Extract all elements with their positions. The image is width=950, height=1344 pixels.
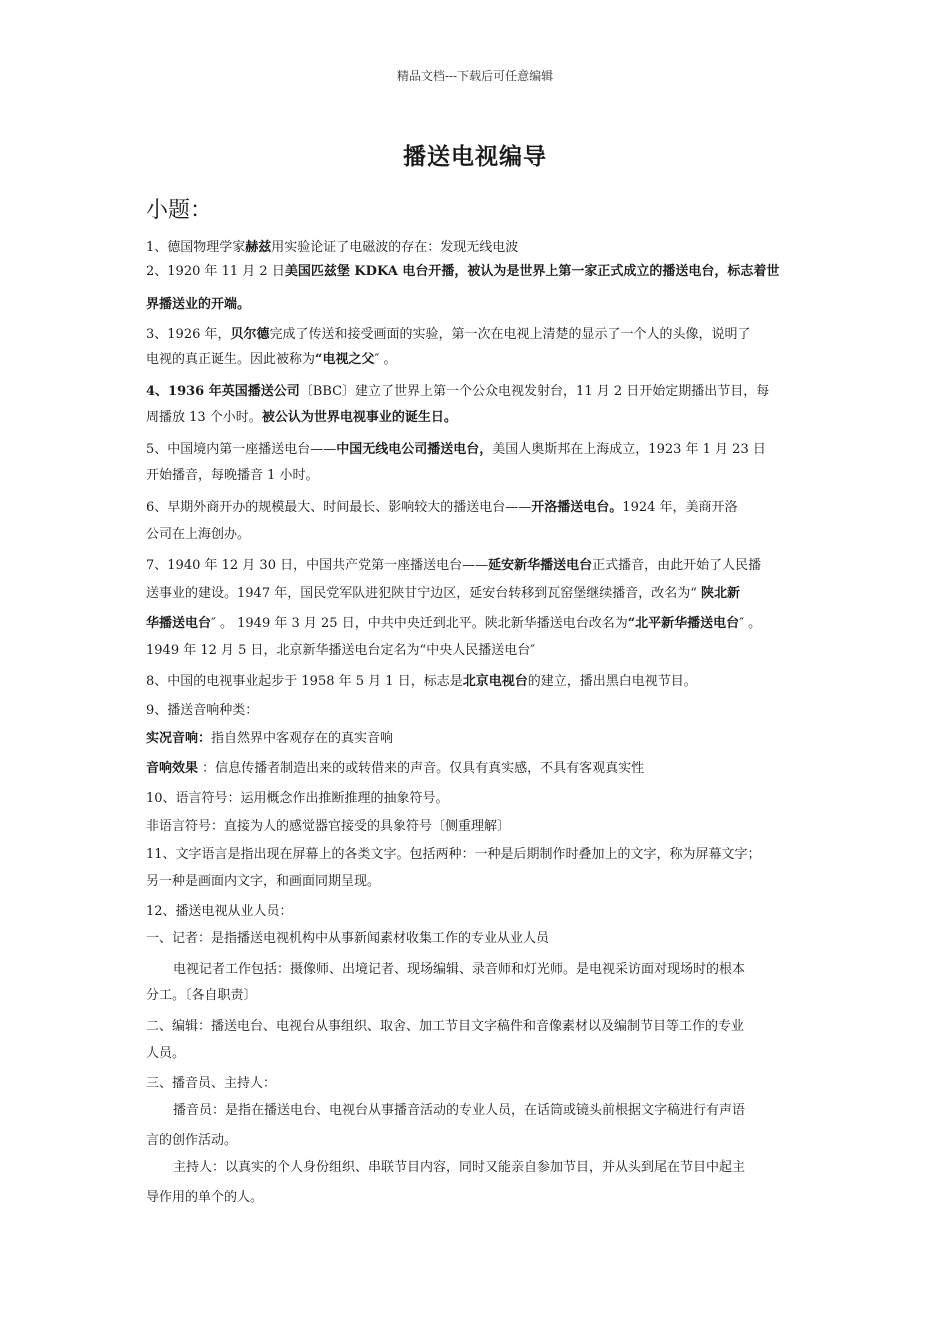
text-line	[146, 1015, 744, 1034]
text-span: 完成了传送和接受画面的实验，第一次在电视上清楚的显示了一个人的头像，说明了	[269, 327, 751, 342]
text-line	[146, 815, 510, 834]
bold-text: 被公认为世界电视事业的诞生日。	[261, 410, 457, 425]
text-span: 开始播音，每晚播音 1 小时。	[146, 468, 319, 483]
text-span: 指自然界中客观存在的真实音响	[211, 731, 394, 746]
text-span: 公司在上海创办。	[146, 527, 251, 542]
text-span: 三、播音员、主持人：	[146, 1076, 277, 1091]
text-line	[146, 260, 779, 279]
text-line	[146, 1129, 237, 1148]
text-line	[146, 670, 697, 689]
text-line	[146, 496, 738, 515]
document-title: 播送电视编导	[403, 144, 547, 170]
text-line	[146, 984, 257, 1003]
text-line	[146, 438, 766, 457]
text-span: 6、早期外商开办的规模最大、时间最长、影响较大的播送电台——	[146, 500, 532, 515]
text-span: ″ 。 1949 年 3 月 25 日，中共中央迁到北平。陕北新华播送电台改名为	[211, 616, 628, 631]
bold-text: 开洛播送电台。	[531, 500, 623, 515]
text-span: 5、中国境内第一座播送电台——	[146, 442, 337, 457]
text-line	[146, 612, 761, 631]
text-span: 周播放 13 个小时。	[146, 410, 262, 425]
text-span: 1949 年 12 月 5 日，北京新华播送电台定名为“中央人民播送电台″	[146, 643, 536, 658]
text-line	[146, 380, 769, 399]
text-line	[146, 582, 740, 601]
text-span: 2、1920 年 11 月 2 日	[146, 264, 285, 279]
text-line	[146, 757, 644, 776]
text-span: 正式播音，由此开始了人民播	[592, 558, 762, 573]
bold-text: 音响效果	[146, 761, 199, 776]
text-span: 送事业的建设。1947 年，国民党军队进犯陕甘宁边区，延安台转移到瓦窑堡继续播音，改名为“	[146, 586, 701, 601]
text-span: 8、中国的电视事业起步于 1958 年 5 月 1 日，标志是	[146, 674, 463, 689]
text-line	[146, 323, 751, 342]
bold-text: “北平新华播送电台	[627, 616, 740, 631]
bold-text: 4、1936 年英国播送公司	[146, 384, 300, 399]
text-line	[146, 900, 293, 919]
text-span: 电视的真正诞生。因此被称为	[146, 352, 316, 367]
text-line	[146, 843, 761, 862]
text-line	[146, 1042, 185, 1061]
text-span: 12、播送电视从业人员：	[146, 904, 293, 919]
bold-text: “电视之父	[315, 352, 375, 367]
bold-text: 延安新华播送电台	[488, 558, 593, 573]
text-line	[173, 1099, 745, 1118]
text-span: 导作用的单个的人。	[146, 1190, 264, 1205]
bold-text: 华播送电台	[146, 616, 212, 631]
text-span: 非语言符号：直接为人的感觉器官接受的具象符号〔侧重理解〕	[146, 819, 511, 834]
text-line	[146, 464, 319, 483]
text-line	[146, 639, 535, 658]
text-span: 二、编辑：播送电台、电视台从事组织、取舍、加工节目文字稿件和音像素材以及编制节目等工作的专业	[146, 1019, 745, 1034]
text-span: ″ 。	[374, 352, 397, 367]
text-span: 另一种是画面内文字，和画面同期呈现。	[146, 874, 381, 889]
page-header: 精品文档---下载后可任意编辑	[396, 69, 554, 83]
text-line	[173, 1156, 745, 1175]
text-span: 3、1926 年，	[146, 327, 231, 342]
bold-text: 赫兹	[245, 240, 272, 255]
text-span: 〔BBC〕建立了世界上第一个公众电视发射台，11 月 2 日开始定期播出节目，每	[299, 384, 770, 399]
text-span: 1924 年，美商开洛	[622, 500, 738, 515]
bold-text: 北京电视台	[462, 674, 528, 689]
text-line	[146, 1186, 263, 1205]
text-span: 的建立，播出黑白电视节目。	[527, 674, 697, 689]
bold-text: 美国匹兹堡 KDKA 电台开播，被认为是世界上第一家正式成立的播送电台，标志着世	[284, 264, 780, 279]
text-line	[146, 1072, 276, 1091]
text-span: ″ 。	[739, 616, 762, 631]
bold-text: 实况音响：	[146, 731, 212, 746]
text-span: 播音员：是指在播送电台、电视台从事播音活动的专业人员，在话筒或镜头前根据文字稿进行有声语	[173, 1103, 746, 1118]
text-span: 11、文字语言是指出现在屏幕上的各类文字。包括两种：一种是后期制作时叠加上的文字，称为屏幕文字；	[146, 847, 761, 862]
bold-text: 中国无线电公司播送电台，	[336, 442, 493, 457]
text-line	[146, 523, 250, 542]
text-span: 10、语言符号：运用概念作出推断推理的抽象符号。	[146, 791, 449, 806]
text-line	[146, 348, 397, 367]
text-span: 用实验论证了电磁波的存在：发现无线电波	[271, 240, 519, 255]
text-span: ：信息传播者制造出来的或转借来的声音。仅具有真实感，不具有客观真实性	[198, 761, 645, 776]
text-span: 人员。	[146, 1046, 186, 1061]
text-span: 7、1940 年 12 月 30 日，中国共产党第一座播送电台——	[146, 558, 489, 573]
text-line	[173, 958, 745, 977]
text-line	[146, 787, 449, 806]
bold-text: 陕北新	[701, 586, 741, 601]
text-span: 1、德国物理学家	[146, 240, 246, 255]
text-span: 美国人奥斯邦在上海成立，1923 年 1 月 23 日	[492, 442, 766, 457]
text-line	[146, 236, 518, 255]
text-line	[146, 870, 380, 889]
text-span: 一、记者：是指播送电视机构中从事新闻素材收集工作的专业从业人员	[146, 931, 550, 946]
text-span: 分工。〔各自职责〕	[146, 988, 257, 1003]
text-span: 主持人：以真实的个人身份组织、串联节目内容，同时又能亲自参加节目，并从头到尾在节目中起主	[173, 1160, 746, 1175]
text-span: 9、播送音响种类：	[146, 703, 259, 718]
section-heading: 小题：	[146, 198, 213, 223]
text-line	[146, 727, 393, 746]
text-line	[146, 554, 761, 573]
bold-text: 界播送业的开端。	[146, 297, 251, 312]
text-span: 电视记者工作包括：摄像师、出境记者、现场编辑、录音师和灯光师。是电视采访面对现场时的根本	[173, 962, 746, 977]
text-span: 言的创作活动。	[146, 1133, 238, 1148]
text-line	[146, 406, 457, 425]
text-line	[146, 699, 258, 718]
text-line	[146, 927, 549, 946]
bold-text: 贝尔德	[230, 327, 270, 342]
text-line	[146, 293, 250, 312]
